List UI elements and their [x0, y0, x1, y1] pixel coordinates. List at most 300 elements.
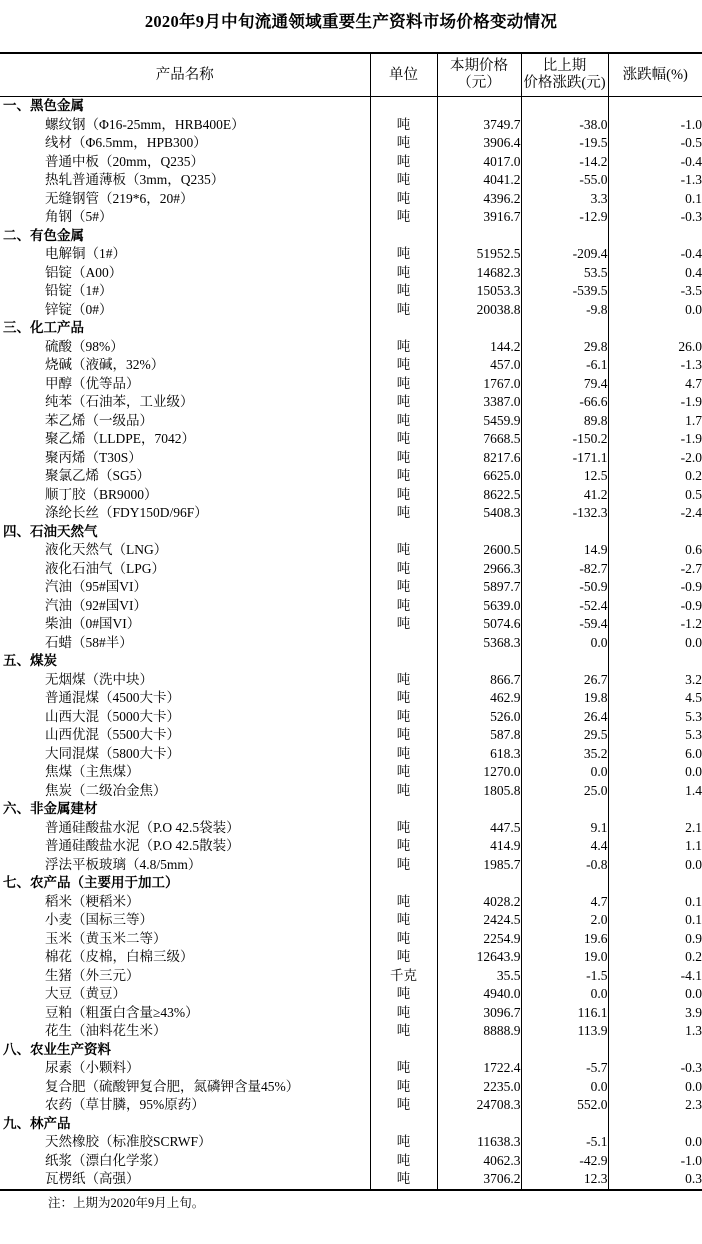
- price-change-cell: -38.0: [521, 116, 608, 135]
- current-price-cell: 7668.5: [437, 430, 521, 449]
- section-row: [0, 319, 702, 338]
- name-text: 生猪（外三元）: [45, 967, 140, 983]
- section-label: [0, 1041, 370, 1060]
- product-name: [0, 597, 370, 616]
- price-table: [0, 52, 702, 1191]
- price-change-cell: 9.1: [521, 819, 608, 838]
- price-change-cell: 0.0: [521, 634, 608, 653]
- product-name: [0, 615, 370, 634]
- unit-cell: 吨: [370, 893, 437, 912]
- pct-change-cell: 0.0: [608, 301, 702, 320]
- price-change-cell: -66.6: [521, 393, 608, 412]
- price-change-cell: -55.0: [521, 171, 608, 190]
- name-text: 烧碱（液碱，32%）: [45, 357, 165, 372]
- current-price-cell: 6625.0: [437, 467, 521, 486]
- unit-cell: 吨: [370, 985, 437, 1004]
- unit-cell: [370, 1041, 437, 1060]
- table-row: [0, 412, 702, 431]
- pct-change-cell: -0.9: [608, 578, 702, 597]
- price-change-cell: 0.0: [521, 985, 608, 1004]
- current-price-cell: 4017.0: [437, 153, 521, 172]
- pct-change-cell: 2.1: [608, 819, 702, 838]
- current-price-cell: 2424.5: [437, 911, 521, 930]
- table-row: [0, 1078, 702, 1097]
- product-name: [0, 893, 370, 912]
- name-text: 浮法平板玻璃（4.8/5mm）: [45, 856, 202, 872]
- name-text: 普通混煤（4500大卡）: [45, 690, 180, 705]
- unit-cell: 吨: [370, 1078, 437, 1097]
- current-price-cell: 2600.5: [437, 541, 521, 560]
- current-price-cell: 5639.0: [437, 597, 521, 616]
- pct-change-cell: 5.3: [608, 726, 702, 745]
- pct-change-cell: 0.0: [608, 763, 702, 782]
- price-change-cell: 552.0: [521, 1096, 608, 1115]
- table-row: [0, 171, 702, 190]
- pct-change-cell: [608, 1041, 702, 1060]
- price-change-cell: -50.9: [521, 578, 608, 597]
- price-change-cell: 29.5: [521, 726, 608, 745]
- table-row: [0, 597, 702, 616]
- current-price-cell: 1722.4: [437, 1059, 521, 1078]
- unit-cell: 吨: [370, 430, 437, 449]
- unit-cell: 吨: [370, 615, 437, 634]
- name-text: 六、非金属建材: [3, 801, 98, 816]
- name-text: 复合肥（硫酸钾复合肥，氮磷钾含量45%）: [45, 1078, 300, 1094]
- pct-change-cell: -0.5: [608, 134, 702, 153]
- product-name: [0, 634, 370, 653]
- header-change-line2: 价格涨跌(元): [523, 75, 606, 91]
- name-text: 四、石油天然气: [3, 523, 98, 539]
- current-price-cell: 12643.9: [437, 948, 521, 967]
- table-row: [0, 245, 702, 264]
- name-text: 山西优混（5500大卡）: [45, 727, 180, 742]
- table-row: [0, 301, 702, 320]
- product-name: [0, 726, 370, 745]
- table-row: [0, 930, 702, 949]
- name-text: 大豆（黄豆）: [45, 986, 126, 1001]
- current-price-cell: 4396.2: [437, 190, 521, 209]
- product-name: [0, 782, 370, 801]
- product-name: [0, 745, 370, 764]
- current-price-cell: 8888.9: [437, 1022, 521, 1041]
- unit-cell: 吨: [370, 264, 437, 283]
- name-text: 焦炭（二级冶金焦）: [45, 782, 167, 798]
- current-price-cell: [437, 523, 521, 542]
- table-row: [0, 837, 702, 856]
- pct-change-cell: [608, 874, 702, 893]
- price-change-cell: 19.8: [521, 689, 608, 708]
- price-change-cell: -150.2: [521, 430, 608, 449]
- price-change-cell: [521, 97, 608, 116]
- name-text: 豆粕（粗蛋白含量≥43%）: [45, 1004, 199, 1020]
- pct-change-cell: -1.3: [608, 356, 702, 375]
- header-current-price: [437, 53, 521, 97]
- name-text: 纸浆（漂白化学浆）: [45, 1152, 167, 1168]
- header-change-line1: 比上期: [542, 58, 587, 74]
- pct-change-cell: 26.0: [608, 338, 702, 357]
- table-row: [0, 948, 702, 967]
- product-name: [0, 467, 370, 486]
- pct-change-cell: 0.0: [608, 985, 702, 1004]
- product-name: [0, 1078, 370, 1097]
- table-row: [0, 1004, 702, 1023]
- name-text: 螺纹钢（Φ16-25mm，HRB400E）: [45, 116, 245, 132]
- price-change-cell: -14.2: [521, 153, 608, 172]
- unit-cell: [370, 1115, 437, 1134]
- unit-cell: 吨: [370, 1059, 437, 1078]
- table-row: [0, 282, 702, 301]
- pct-change-cell: 0.1: [608, 190, 702, 209]
- current-price-cell: 2254.9: [437, 930, 521, 949]
- header-current-price-line2: （元）: [457, 75, 501, 91]
- name-text: 涤纶长丝（FDY150D/96F）: [45, 505, 208, 520]
- table-row: [0, 689, 702, 708]
- section-row: [0, 227, 702, 246]
- table-body: [0, 97, 702, 1190]
- name-text: 热轧普通薄板（3mm，Q235）: [45, 172, 225, 187]
- product-name: [0, 393, 370, 412]
- price-change-cell: [521, 1041, 608, 1060]
- unit-cell: 吨: [370, 578, 437, 597]
- current-price-cell: 4041.2: [437, 171, 521, 190]
- table-row: [0, 615, 702, 634]
- price-change-cell: [521, 652, 608, 671]
- pct-change-cell: 0.9: [608, 930, 702, 949]
- pct-change-cell: 1.3: [608, 1022, 702, 1041]
- current-price-cell: 14682.3: [437, 264, 521, 283]
- section-label: [0, 800, 370, 819]
- unit-cell: 吨: [370, 504, 437, 523]
- unit-cell: 吨: [370, 1170, 437, 1190]
- unit-cell: 千克: [370, 967, 437, 986]
- table-row: [0, 504, 702, 523]
- product-name: [0, 1170, 370, 1190]
- pct-change-cell: 0.2: [608, 948, 702, 967]
- current-price-cell: 35.5: [437, 967, 521, 986]
- product-name: [0, 338, 370, 357]
- price-change-cell: 12.5: [521, 467, 608, 486]
- price-change-cell: 29.8: [521, 338, 608, 357]
- pct-change-cell: [608, 1115, 702, 1134]
- pct-change-cell: [608, 652, 702, 671]
- pct-change-cell: 3.2: [608, 671, 702, 690]
- table-row: [0, 116, 702, 135]
- unit-cell: [370, 523, 437, 542]
- pct-change-cell: -2.0: [608, 449, 702, 468]
- table-row: [0, 671, 702, 690]
- name-text: 聚丙烯（T30S）: [45, 449, 142, 465]
- product-name: [0, 504, 370, 523]
- name-text: 铝锭（A00）: [45, 264, 123, 280]
- pct-change-cell: 0.5: [608, 486, 702, 505]
- price-change-cell: 26.7: [521, 671, 608, 690]
- pct-change-cell: -0.9: [608, 597, 702, 616]
- name-text: 聚乙烯（LLDPE，7042）: [45, 431, 195, 446]
- unit-cell: 吨: [370, 449, 437, 468]
- unit-cell: 吨: [370, 171, 437, 190]
- unit-cell: 吨: [370, 301, 437, 320]
- product-name: [0, 449, 370, 468]
- unit-cell: 吨: [370, 1152, 437, 1171]
- product-name: [0, 1133, 370, 1152]
- current-price-cell: 1270.0: [437, 763, 521, 782]
- table-row: [0, 893, 702, 912]
- pct-change-cell: 3.9: [608, 1004, 702, 1023]
- name-text: 农药（草甘膦，95%原药）: [45, 1097, 205, 1112]
- price-change-cell: 0.0: [521, 763, 608, 782]
- product-name: [0, 671, 370, 690]
- table-row: [0, 782, 702, 801]
- unit-cell: 吨: [370, 763, 437, 782]
- unit-cell: 吨: [370, 745, 437, 764]
- header-current-price-line1: 本期价格: [450, 58, 508, 74]
- current-price-cell: 457.0: [437, 356, 521, 375]
- pct-change-cell: 0.3: [608, 1170, 702, 1190]
- current-price-cell: 3706.2: [437, 1170, 521, 1190]
- unit-cell: 吨: [370, 393, 437, 412]
- table-row: [0, 1170, 702, 1190]
- pct-change-cell: 0.1: [608, 911, 702, 930]
- price-change-cell: -5.7: [521, 1059, 608, 1078]
- current-price-cell: 414.9: [437, 837, 521, 856]
- unit-cell: 吨: [370, 1022, 437, 1041]
- pct-change-cell: -4.1: [608, 967, 702, 986]
- unit-cell: 吨: [370, 375, 437, 394]
- name-text: 普通硅酸盐水泥（P.O 42.5散装）: [45, 838, 240, 853]
- table-row: [0, 560, 702, 579]
- name-text: 苯乙烯（一级品）: [45, 412, 153, 428]
- pct-change-cell: -2.4: [608, 504, 702, 523]
- current-price-cell: [437, 97, 521, 116]
- current-price-cell: 3916.7: [437, 208, 521, 227]
- pct-change-cell: -0.3: [608, 1059, 702, 1078]
- table-row: [0, 338, 702, 357]
- price-change-cell: -19.5: [521, 134, 608, 153]
- unit-cell: [370, 227, 437, 246]
- product-name: [0, 171, 370, 190]
- table-row: [0, 763, 702, 782]
- current-price-cell: 3096.7: [437, 1004, 521, 1023]
- product-name: [0, 763, 370, 782]
- unit-cell: 吨: [370, 726, 437, 745]
- table-row: [0, 745, 702, 764]
- section-row: [0, 1041, 702, 1060]
- price-change-cell: 25.0: [521, 782, 608, 801]
- name-text: 汽油（95#国VI）: [45, 579, 147, 594]
- current-price-cell: 5408.3: [437, 504, 521, 523]
- name-text: 汽油（92#国VI）: [45, 597, 147, 613]
- section-label: [0, 319, 370, 338]
- current-price-cell: [437, 1041, 521, 1060]
- product-name: [0, 301, 370, 320]
- pct-change-cell: 0.4: [608, 264, 702, 283]
- name-text: 线材（Φ6.5mm，HPB300）: [45, 135, 207, 150]
- table-row: [0, 430, 702, 449]
- name-text: 一、黑色金属: [3, 98, 84, 113]
- section-row: [0, 1115, 702, 1134]
- name-text: 稻米（粳稻米）: [45, 893, 140, 909]
- current-price-cell: 618.3: [437, 745, 521, 764]
- pct-change-cell: 0.2: [608, 467, 702, 486]
- name-text: 甲醇（优等品）: [45, 375, 140, 391]
- section-label: [0, 874, 370, 893]
- current-price-cell: [437, 652, 521, 671]
- unit-cell: 吨: [370, 486, 437, 505]
- price-change-cell: 2.0: [521, 911, 608, 930]
- current-price-cell: 2235.0: [437, 1078, 521, 1097]
- table-header: [0, 53, 702, 97]
- page-title: 2020年9月中旬流通领域重要生产资料市场价格变动情况: [144, 12, 558, 31]
- price-change-cell: -6.1: [521, 356, 608, 375]
- name-text: 大同混煤（5800大卡）: [45, 745, 180, 761]
- current-price-cell: [437, 1115, 521, 1134]
- name-text: 七、农产品（主要用于加工）: [3, 875, 179, 890]
- unit-cell: 吨: [370, 856, 437, 875]
- price-change-cell: -42.9: [521, 1152, 608, 1171]
- name-text: 液化石油气（LPG）: [45, 560, 166, 576]
- current-price-cell: 866.7: [437, 671, 521, 690]
- pct-change-cell: -0.4: [608, 153, 702, 172]
- name-text: 五、煤炭: [3, 653, 57, 668]
- unit-cell: 吨: [370, 116, 437, 135]
- price-change-cell: -52.4: [521, 597, 608, 616]
- price-change-cell: 0.0: [521, 1078, 608, 1097]
- current-price-cell: 1767.0: [437, 375, 521, 394]
- header-product: 产品名称: [0, 53, 370, 97]
- unit-cell: 吨: [370, 1133, 437, 1152]
- section-row: [0, 800, 702, 819]
- name-text: 山西大混（5000大卡）: [45, 708, 180, 724]
- table-row: [0, 911, 702, 930]
- current-price-cell: 1805.8: [437, 782, 521, 801]
- name-text: 瓦楞纸（高强）: [45, 1171, 140, 1186]
- unit-cell: [370, 634, 437, 653]
- name-text: 天然橡胶（标准胶SCRWF）: [45, 1134, 212, 1149]
- table-row: [0, 393, 702, 412]
- name-text: 小麦（国标三等）: [45, 912, 153, 927]
- table-row: [0, 541, 702, 560]
- name-text: 八、农业生产资料: [3, 1041, 111, 1057]
- price-change-cell: 41.2: [521, 486, 608, 505]
- pct-change-cell: 1.1: [608, 837, 702, 856]
- product-name: [0, 356, 370, 375]
- current-price-cell: 15053.3: [437, 282, 521, 301]
- unit-cell: 吨: [370, 560, 437, 579]
- product-name: [0, 578, 370, 597]
- unit-cell: 吨: [370, 412, 437, 431]
- unit-cell: 吨: [370, 1004, 437, 1023]
- product-name: [0, 911, 370, 930]
- current-price-cell: 24708.3: [437, 1096, 521, 1115]
- unit-cell: 吨: [370, 597, 437, 616]
- name-text: 无烟煤（洗中块）: [45, 671, 153, 687]
- name-text: 九、林产品: [3, 1115, 71, 1131]
- price-change-cell: 19.6: [521, 930, 608, 949]
- price-change-cell: 19.0: [521, 948, 608, 967]
- table-row: [0, 1152, 702, 1171]
- name-text: 锌锭（0#）: [45, 301, 113, 317]
- name-text: 玉米（黄玉米二等）: [45, 930, 167, 946]
- name-text: 尿素（小颗料）: [45, 1060, 140, 1075]
- product-name: [0, 708, 370, 727]
- current-price-cell: 5459.9: [437, 412, 521, 431]
- table-row: [0, 467, 702, 486]
- pct-change-cell: -0.3: [608, 208, 702, 227]
- name-text: 聚氯乙烯（SG5）: [45, 468, 151, 483]
- current-price-cell: [437, 319, 521, 338]
- table-row: [0, 1059, 702, 1078]
- product-name: [0, 967, 370, 986]
- current-price-cell: 144.2: [437, 338, 521, 357]
- unit-cell: 吨: [370, 689, 437, 708]
- price-change-cell: [521, 800, 608, 819]
- unit-cell: 吨: [370, 708, 437, 727]
- section-row: [0, 523, 702, 542]
- product-name: [0, 375, 370, 394]
- pct-change-cell: 0.0: [608, 1078, 702, 1097]
- price-change-cell: 4.4: [521, 837, 608, 856]
- table-row: [0, 819, 702, 838]
- current-price-cell: 5074.6: [437, 615, 521, 634]
- section-row: [0, 652, 702, 671]
- current-price-cell: [437, 874, 521, 893]
- table-row: [0, 153, 702, 172]
- table-row: [0, 356, 702, 375]
- price-change-cell: -1.5: [521, 967, 608, 986]
- unit-cell: [370, 874, 437, 893]
- price-change-cell: 79.4: [521, 375, 608, 394]
- price-change-cell: 113.9: [521, 1022, 608, 1041]
- product-name: [0, 134, 370, 153]
- product-name: [0, 245, 370, 264]
- table-row: [0, 1133, 702, 1152]
- price-change-cell: -132.3: [521, 504, 608, 523]
- current-price-cell: 462.9: [437, 689, 521, 708]
- price-change-cell: 26.4: [521, 708, 608, 727]
- name-text: 铅锭（1#）: [45, 283, 113, 298]
- current-price-cell: 4062.3: [437, 1152, 521, 1171]
- pct-change-cell: -1.9: [608, 393, 702, 412]
- product-name: [0, 486, 370, 505]
- pct-change-cell: 0.0: [608, 856, 702, 875]
- current-price-cell: 2966.3: [437, 560, 521, 579]
- price-change-cell: [521, 523, 608, 542]
- price-change-cell: [521, 1115, 608, 1134]
- name-text: 二、有色金属: [3, 227, 84, 243]
- pct-change-cell: -3.5: [608, 282, 702, 301]
- unit-cell: 吨: [370, 282, 437, 301]
- table-row: [0, 726, 702, 745]
- pct-change-cell: [608, 523, 702, 542]
- table-row: [0, 634, 702, 653]
- unit-cell: 吨: [370, 338, 437, 357]
- header-unit: 单位: [370, 53, 437, 97]
- table-row: [0, 486, 702, 505]
- table-row: [0, 134, 702, 153]
- current-price-cell: 51952.5: [437, 245, 521, 264]
- section-row: [0, 874, 702, 893]
- name-text: 柴油（0#国VI）: [45, 616, 141, 631]
- product-name: [0, 282, 370, 301]
- price-change-cell: -5.1: [521, 1133, 608, 1152]
- pct-change-cell: -1.0: [608, 116, 702, 135]
- current-price-cell: 3749.7: [437, 116, 521, 135]
- current-price-cell: 1985.7: [437, 856, 521, 875]
- current-price-cell: 3906.4: [437, 134, 521, 153]
- pct-change-cell: 5.3: [608, 708, 702, 727]
- unit-cell: [370, 97, 437, 116]
- section-row: [0, 97, 702, 116]
